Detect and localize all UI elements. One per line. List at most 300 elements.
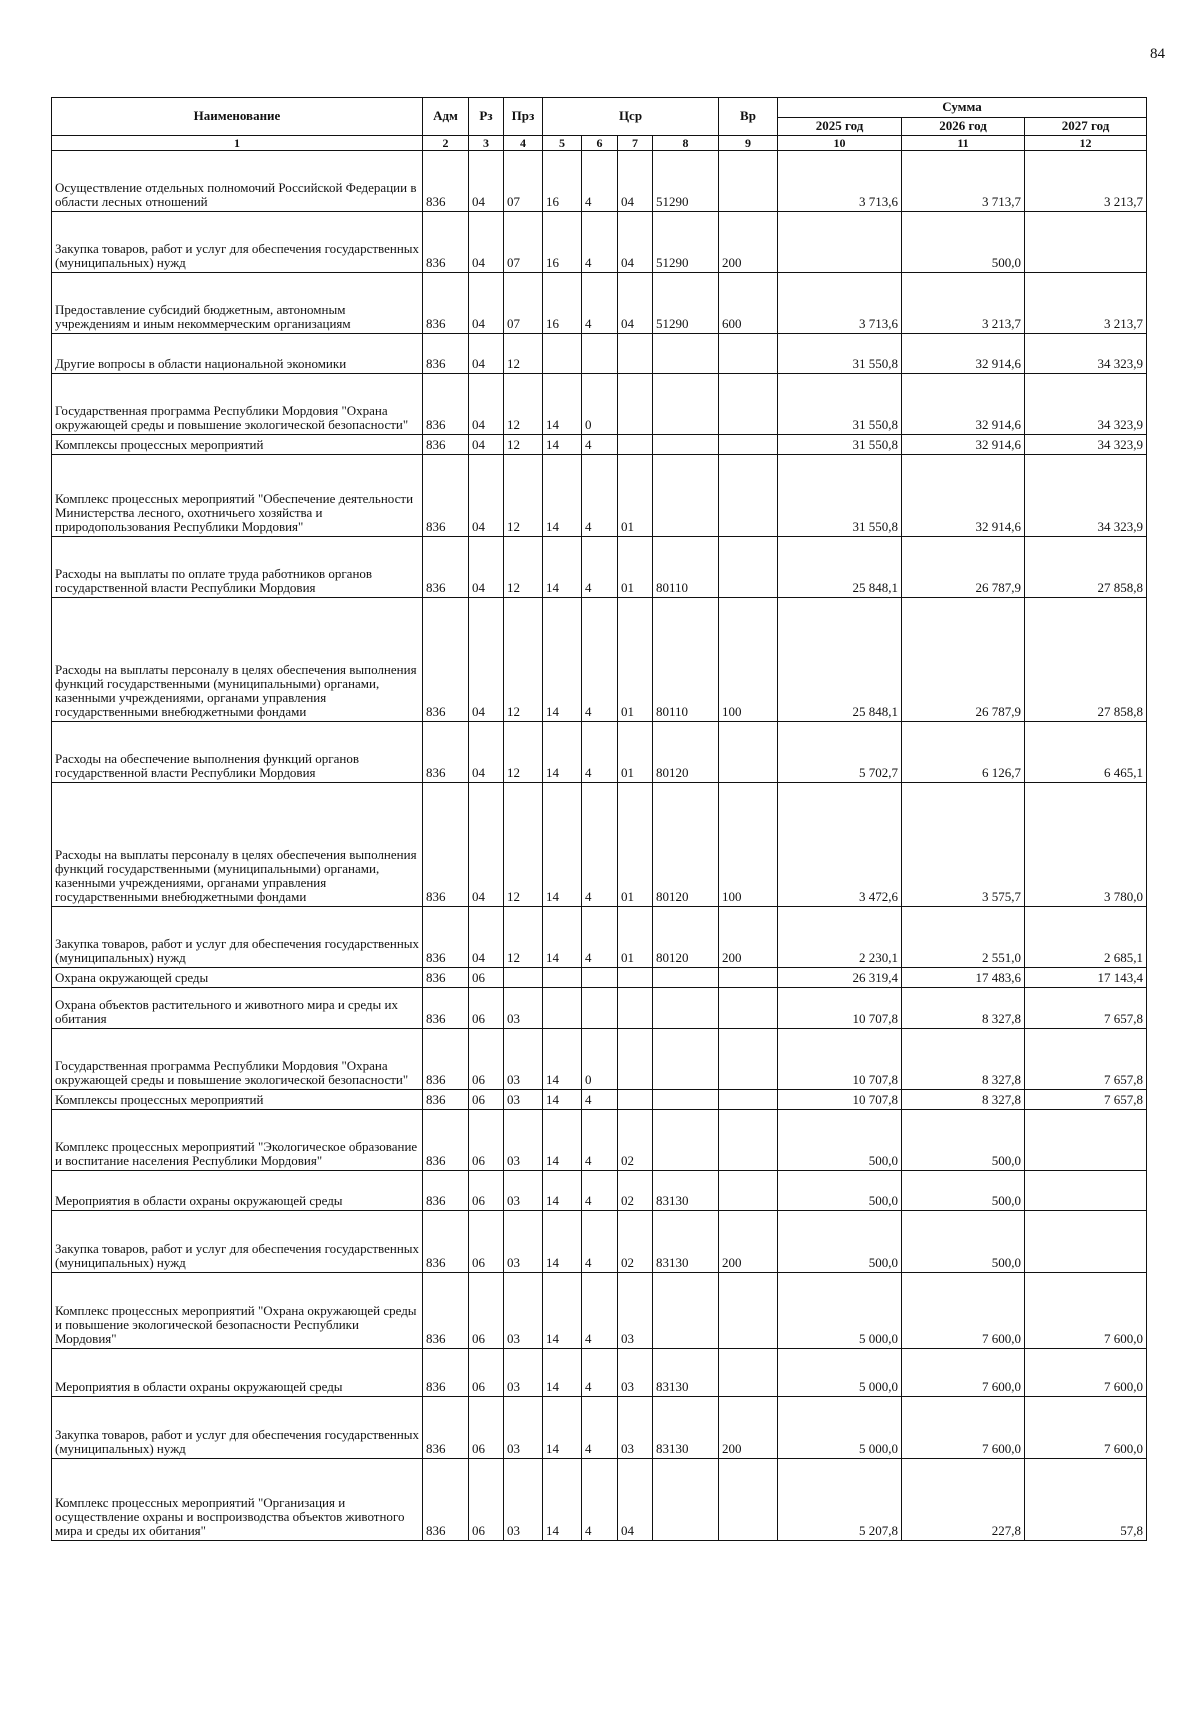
header-adm: Адм	[423, 98, 469, 136]
table-row	[52, 988, 1147, 1029]
row-vr: 200	[719, 907, 778, 968]
row-csr-program: 16	[543, 212, 582, 273]
row-csr-type: 4	[582, 151, 618, 212]
row-vr	[719, 988, 778, 1029]
row-sum-2026: 17 483,6	[902, 968, 1025, 988]
col-number: 8	[653, 136, 719, 151]
row-sum-2026: 8 327,8	[902, 988, 1025, 1029]
row-prz: 12	[504, 374, 543, 435]
row-csr-complex	[618, 968, 653, 988]
row-sum-2027	[1025, 1171, 1147, 1211]
row-prz: 03	[504, 1171, 543, 1211]
table-row	[52, 907, 1147, 968]
table-row	[52, 968, 1147, 988]
table-row	[52, 212, 1147, 273]
row-prz: 12	[504, 455, 543, 537]
row-rz: 06	[469, 1110, 504, 1171]
row-sum-2025: 500,0	[778, 1211, 902, 1273]
row-csr-program: 14	[543, 722, 582, 783]
row-csr-direction	[653, 1273, 719, 1349]
row-sum-2027: 34 323,9	[1025, 374, 1147, 435]
row-name: Комплекс процессных мероприятий "Организация и осуществление охраны и воспроизводства объектов животного мира и среды их обитания"	[52, 1459, 423, 1541]
row-csr-direction	[653, 968, 719, 988]
row-rz: 06	[469, 1397, 504, 1459]
row-csr-type: 4	[582, 783, 618, 907]
row-rz: 06	[469, 968, 504, 988]
row-csr-program: 14	[543, 1090, 582, 1110]
row-adm: 836	[423, 273, 469, 334]
row-sum-2026: 3 575,7	[902, 783, 1025, 907]
row-rz: 06	[469, 1029, 504, 1090]
row-sum-2027: 7 657,8	[1025, 1029, 1147, 1090]
row-csr-type: 0	[582, 1029, 618, 1090]
row-sum-2027: 34 323,9	[1025, 435, 1147, 455]
row-csr-type: 0	[582, 374, 618, 435]
row-vr: 200	[719, 1397, 778, 1459]
row-sum-2026: 500,0	[902, 212, 1025, 273]
row-csr-program: 14	[543, 1397, 582, 1459]
row-adm: 836	[423, 988, 469, 1029]
row-adm: 836	[423, 151, 469, 212]
header-vr: Вр	[719, 98, 778, 136]
row-sum-2027	[1025, 1110, 1147, 1171]
row-csr-program: 14	[543, 1459, 582, 1541]
row-rz: 04	[469, 273, 504, 334]
row-prz: 12	[504, 907, 543, 968]
header-rz: Рз	[469, 98, 504, 136]
col-number: 1	[52, 136, 423, 151]
row-csr-type: 4	[582, 598, 618, 722]
table-row	[52, 374, 1147, 435]
row-rz: 06	[469, 1090, 504, 1110]
row-csr-direction: 83130	[653, 1171, 719, 1211]
row-name: Осуществление отдельных полномочий Российской Федерации в области лесных отношений	[52, 151, 423, 212]
row-sum-2025: 31 550,8	[778, 334, 902, 374]
header-year-2026: 2026 год	[902, 118, 1025, 136]
row-csr-program	[543, 988, 582, 1029]
row-sum-2025: 25 848,1	[778, 598, 902, 722]
row-sum-2026: 500,0	[902, 1171, 1025, 1211]
row-sum-2027: 7 657,8	[1025, 988, 1147, 1029]
row-name: Расходы на выплаты по оплате труда работников органов государственной власти Республики Мордовия	[52, 537, 423, 598]
row-vr	[719, 1090, 778, 1110]
row-vr	[719, 1459, 778, 1541]
row-sum-2026: 500,0	[902, 1211, 1025, 1273]
row-csr-type	[582, 334, 618, 374]
row-sum-2027	[1025, 212, 1147, 273]
row-vr	[719, 968, 778, 988]
row-vr	[719, 1349, 778, 1397]
row-sum-2025	[778, 212, 902, 273]
budget-table	[51, 97, 1147, 1541]
row-vr	[719, 151, 778, 212]
row-prz: 03	[504, 1110, 543, 1171]
row-sum-2026: 7 600,0	[902, 1273, 1025, 1349]
row-rz: 06	[469, 1349, 504, 1397]
row-csr-direction: 80110	[653, 537, 719, 598]
row-prz: 07	[504, 273, 543, 334]
row-csr-complex: 01	[618, 722, 653, 783]
row-csr-type: 4	[582, 1090, 618, 1110]
row-csr-direction	[653, 374, 719, 435]
row-adm: 836	[423, 722, 469, 783]
row-csr-direction	[653, 1090, 719, 1110]
row-csr-direction: 80120	[653, 783, 719, 907]
row-sum-2026: 227,8	[902, 1459, 1025, 1541]
row-rz: 04	[469, 151, 504, 212]
row-rz: 04	[469, 435, 504, 455]
row-sum-2025: 3 472,6	[778, 783, 902, 907]
row-csr-program: 14	[543, 455, 582, 537]
row-rz: 04	[469, 212, 504, 273]
row-name: Закупка товаров, работ и услуг для обеспечения государственных (муниципальных) нужд	[52, 907, 423, 968]
row-csr-direction	[653, 1110, 719, 1171]
row-rz: 04	[469, 783, 504, 907]
row-csr-program: 14	[543, 1273, 582, 1349]
header-sum: Сумма	[778, 98, 1147, 118]
col-number: 10	[778, 136, 902, 151]
row-csr-type: 4	[582, 1171, 618, 1211]
row-csr-program: 14	[543, 1171, 582, 1211]
table-row	[52, 1110, 1147, 1171]
row-sum-2026: 32 914,6	[902, 374, 1025, 435]
row-sum-2025: 5 000,0	[778, 1397, 902, 1459]
row-csr-direction	[653, 455, 719, 537]
table-row	[52, 334, 1147, 374]
row-name: Мероприятия в области охраны окружающей среды	[52, 1349, 423, 1397]
row-rz: 04	[469, 455, 504, 537]
row-csr-complex	[618, 435, 653, 455]
row-sum-2027: 7 657,8	[1025, 1090, 1147, 1110]
row-csr-program: 16	[543, 151, 582, 212]
row-csr-type: 4	[582, 1459, 618, 1541]
row-csr-type: 4	[582, 1349, 618, 1397]
row-csr-type: 4	[582, 537, 618, 598]
row-csr-direction	[653, 435, 719, 455]
row-csr-complex: 03	[618, 1349, 653, 1397]
row-name: Охрана окружающей среды	[52, 968, 423, 988]
row-csr-program	[543, 334, 582, 374]
table-row	[52, 1349, 1147, 1397]
row-prz: 12	[504, 334, 543, 374]
row-sum-2027: 7 600,0	[1025, 1397, 1147, 1459]
row-vr: 600	[719, 273, 778, 334]
col-number: 6	[582, 136, 618, 151]
row-vr	[719, 455, 778, 537]
row-sum-2027: 2 685,1	[1025, 907, 1147, 968]
row-csr-direction: 83130	[653, 1211, 719, 1273]
row-sum-2027: 27 858,8	[1025, 598, 1147, 722]
table-row	[52, 435, 1147, 455]
row-sum-2025: 31 550,8	[778, 455, 902, 537]
row-csr-complex: 01	[618, 598, 653, 722]
row-prz: 03	[504, 1349, 543, 1397]
row-rz: 04	[469, 374, 504, 435]
row-vr	[719, 374, 778, 435]
row-csr-direction: 83130	[653, 1349, 719, 1397]
row-csr-type	[582, 968, 618, 988]
row-csr-complex	[618, 988, 653, 1029]
row-vr	[719, 435, 778, 455]
col-number: 3	[469, 136, 504, 151]
row-rz: 06	[469, 1211, 504, 1273]
row-vr	[719, 1110, 778, 1171]
row-csr-complex	[618, 374, 653, 435]
row-prz: 03	[504, 1211, 543, 1273]
table-row	[52, 1459, 1147, 1541]
row-name: Комплекс процессных мероприятий "Охрана окружающей среды и повышение экологической безопасности Республики Мордовия"	[52, 1273, 423, 1349]
row-name: Закупка товаров, работ и услуг для обеспечения государственных (муниципальных) нужд	[52, 1397, 423, 1459]
row-sum-2025: 10 707,8	[778, 988, 902, 1029]
row-rz: 04	[469, 537, 504, 598]
row-csr-type: 4	[582, 212, 618, 273]
row-sum-2025: 3 713,6	[778, 273, 902, 334]
row-vr: 200	[719, 212, 778, 273]
row-csr-complex: 01	[618, 455, 653, 537]
row-sum-2025: 31 550,8	[778, 435, 902, 455]
row-adm: 836	[423, 968, 469, 988]
row-prz: 12	[504, 722, 543, 783]
row-rz: 04	[469, 907, 504, 968]
row-csr-direction: 80120	[653, 907, 719, 968]
row-sum-2025: 5 000,0	[778, 1273, 902, 1349]
row-csr-complex: 04	[618, 1459, 653, 1541]
row-adm: 836	[423, 1397, 469, 1459]
row-adm: 836	[423, 1349, 469, 1397]
row-csr-program: 14	[543, 537, 582, 598]
row-adm: 836	[423, 455, 469, 537]
row-csr-program: 14	[543, 907, 582, 968]
row-sum-2027: 34 323,9	[1025, 455, 1147, 537]
row-sum-2026: 6 126,7	[902, 722, 1025, 783]
row-rz: 06	[469, 1459, 504, 1541]
row-csr-type	[582, 988, 618, 1029]
row-prz: 03	[504, 988, 543, 1029]
row-rz: 06	[469, 988, 504, 1029]
row-sum-2027: 34 323,9	[1025, 334, 1147, 374]
row-vr: 200	[719, 1211, 778, 1273]
row-sum-2027	[1025, 1211, 1147, 1273]
row-prz: 03	[504, 1090, 543, 1110]
row-prz: 12	[504, 435, 543, 455]
row-csr-program: 14	[543, 1349, 582, 1397]
row-csr-complex	[618, 334, 653, 374]
table-row	[52, 1171, 1147, 1211]
row-csr-complex: 04	[618, 212, 653, 273]
row-csr-complex: 02	[618, 1171, 653, 1211]
table-row	[52, 537, 1147, 598]
row-sum-2026: 7 600,0	[902, 1349, 1025, 1397]
row-csr-type: 4	[582, 1397, 618, 1459]
row-vr	[719, 1171, 778, 1211]
row-csr-direction: 51290	[653, 212, 719, 273]
row-csr-type: 4	[582, 722, 618, 783]
row-name: Другие вопросы в области национальной экономики	[52, 334, 423, 374]
row-prz: 03	[504, 1273, 543, 1349]
header-name: Наименование	[52, 98, 423, 136]
row-sum-2027: 3 213,7	[1025, 273, 1147, 334]
row-csr-direction: 80110	[653, 598, 719, 722]
col-number: 5	[543, 136, 582, 151]
table-row	[52, 598, 1147, 722]
row-sum-2026: 500,0	[902, 1110, 1025, 1171]
col-number: 4	[504, 136, 543, 151]
col-number: 7	[618, 136, 653, 151]
row-name: Закупка товаров, работ и услуг для обеспечения государственных (муниципальных) нужд	[52, 1211, 423, 1273]
row-adm: 836	[423, 1171, 469, 1211]
row-csr-complex: 02	[618, 1110, 653, 1171]
row-sum-2025: 10 707,8	[778, 1029, 902, 1090]
row-sum-2027: 17 143,4	[1025, 968, 1147, 988]
row-adm: 836	[423, 212, 469, 273]
row-name: Закупка товаров, работ и услуг для обеспечения государственных (муниципальных) нужд	[52, 212, 423, 273]
row-sum-2025: 10 707,8	[778, 1090, 902, 1110]
row-adm: 836	[423, 435, 469, 455]
row-vr	[719, 1273, 778, 1349]
header-prz: Прз	[504, 98, 543, 136]
row-csr-complex: 04	[618, 273, 653, 334]
row-rz: 04	[469, 334, 504, 374]
table-row	[52, 1029, 1147, 1090]
row-sum-2025: 5 702,7	[778, 722, 902, 783]
table-row	[52, 455, 1147, 537]
row-prz: 03	[504, 1459, 543, 1541]
row-adm: 836	[423, 598, 469, 722]
row-adm: 836	[423, 1029, 469, 1090]
row-adm: 836	[423, 1273, 469, 1349]
row-csr-program: 14	[543, 598, 582, 722]
row-csr-program: 16	[543, 273, 582, 334]
table-body	[52, 151, 1147, 1541]
row-rz: 04	[469, 722, 504, 783]
row-vr: 100	[719, 598, 778, 722]
col-number: 9	[719, 136, 778, 151]
row-sum-2026: 3 713,7	[902, 151, 1025, 212]
row-adm: 836	[423, 1459, 469, 1541]
row-sum-2026: 8 327,8	[902, 1090, 1025, 1110]
row-csr-direction: 51290	[653, 151, 719, 212]
row-csr-complex: 03	[618, 1397, 653, 1459]
row-prz: 07	[504, 151, 543, 212]
row-prz: 12	[504, 783, 543, 907]
row-csr-program: 14	[543, 435, 582, 455]
row-sum-2025: 5 207,8	[778, 1459, 902, 1541]
row-csr-direction	[653, 988, 719, 1029]
row-sum-2026: 2 551,0	[902, 907, 1025, 968]
row-rz: 06	[469, 1171, 504, 1211]
table-row	[52, 1397, 1147, 1459]
row-name: Расходы на обеспечение выполнения функций органов государственной власти Республики Мордовия	[52, 722, 423, 783]
row-name: Комплексы процессных мероприятий	[52, 435, 423, 455]
row-csr-type: 4	[582, 273, 618, 334]
row-adm: 836	[423, 374, 469, 435]
row-rz: 06	[469, 1273, 504, 1349]
row-vr	[719, 722, 778, 783]
header-year-2027: 2027 год	[1025, 118, 1147, 136]
row-csr-complex: 01	[618, 907, 653, 968]
row-csr-program: 14	[543, 1110, 582, 1171]
row-sum-2027: 7 600,0	[1025, 1349, 1147, 1397]
row-sum-2027: 6 465,1	[1025, 722, 1147, 783]
row-csr-complex	[618, 1029, 653, 1090]
row-name: Комплекс процессных мероприятий "Экологическое образование и воспитание населения Республики Мордовия"	[52, 1110, 423, 1171]
row-csr-complex	[618, 1090, 653, 1110]
row-prz: 07	[504, 212, 543, 273]
table-row	[52, 1211, 1147, 1273]
row-sum-2026: 32 914,6	[902, 435, 1025, 455]
row-adm: 836	[423, 334, 469, 374]
row-csr-direction: 51290	[653, 273, 719, 334]
row-prz: 03	[504, 1029, 543, 1090]
row-csr-direction	[653, 1459, 719, 1541]
row-sum-2025: 31 550,8	[778, 374, 902, 435]
row-sum-2026: 32 914,6	[902, 455, 1025, 537]
row-sum-2026: 26 787,9	[902, 537, 1025, 598]
row-csr-complex: 01	[618, 783, 653, 907]
row-csr-type: 4	[582, 1110, 618, 1171]
row-csr-direction	[653, 1029, 719, 1090]
row-sum-2026: 3 213,7	[902, 273, 1025, 334]
row-sum-2025: 500,0	[778, 1171, 902, 1211]
row-vr: 100	[719, 783, 778, 907]
row-csr-program: 14	[543, 783, 582, 907]
row-name: Расходы на выплаты персоналу в целях обеспечения выполнения функций государственными (муниципальными) органами, казенными учреждениями, органами управления государственными внебюджетными фондами	[52, 598, 423, 722]
row-adm: 836	[423, 1211, 469, 1273]
row-vr	[719, 1029, 778, 1090]
table-row	[52, 783, 1147, 907]
row-csr-type: 4	[582, 1211, 618, 1273]
row-sum-2025: 26 319,4	[778, 968, 902, 988]
row-csr-complex: 02	[618, 1211, 653, 1273]
row-adm: 836	[423, 783, 469, 907]
row-name: Комплексы процессных мероприятий	[52, 1090, 423, 1110]
row-csr-type: 4	[582, 907, 618, 968]
table-row	[52, 722, 1147, 783]
row-csr-program: 14	[543, 1211, 582, 1273]
row-sum-2027: 57,8	[1025, 1459, 1147, 1541]
row-sum-2025: 500,0	[778, 1110, 902, 1171]
row-prz: 12	[504, 598, 543, 722]
row-name: Расходы на выплаты персоналу в целях обеспечения выполнения функций государственными (муниципальными) органами, казенными учреждениями, органами управления государственными внебюджетными фондами	[52, 783, 423, 907]
row-sum-2027: 3 213,7	[1025, 151, 1147, 212]
row-csr-direction: 83130	[653, 1397, 719, 1459]
row-vr	[719, 334, 778, 374]
row-csr-program	[543, 968, 582, 988]
row-adm: 836	[423, 537, 469, 598]
table-row	[52, 1273, 1147, 1349]
row-csr-complex: 01	[618, 537, 653, 598]
row-vr	[719, 537, 778, 598]
row-name: Государственная программа Республики Мордовия "Охрана окружающей среды и повышение экологической безопасности"	[52, 374, 423, 435]
table-row	[52, 151, 1147, 212]
row-csr-program: 14	[543, 1029, 582, 1090]
row-sum-2027: 27 858,8	[1025, 537, 1147, 598]
row-csr-type: 4	[582, 1273, 618, 1349]
col-number: 12	[1025, 136, 1147, 151]
row-sum-2026: 7 600,0	[902, 1397, 1025, 1459]
row-sum-2026: 26 787,9	[902, 598, 1025, 722]
row-sum-2027: 3 780,0	[1025, 783, 1147, 907]
table-row	[52, 273, 1147, 334]
header-year-2025: 2025 год	[778, 118, 902, 136]
row-sum-2025: 3 713,6	[778, 151, 902, 212]
row-name: Государственная программа Республики Мордовия "Охрана окружающей среды и повышение экологической безопасности"	[52, 1029, 423, 1090]
row-sum-2026: 32 914,6	[902, 334, 1025, 374]
row-adm: 836	[423, 907, 469, 968]
row-name: Охрана объектов растительного и животного мира и среды их обитания	[52, 988, 423, 1029]
col-number: 2	[423, 136, 469, 151]
header-csr: Цср	[543, 98, 719, 136]
